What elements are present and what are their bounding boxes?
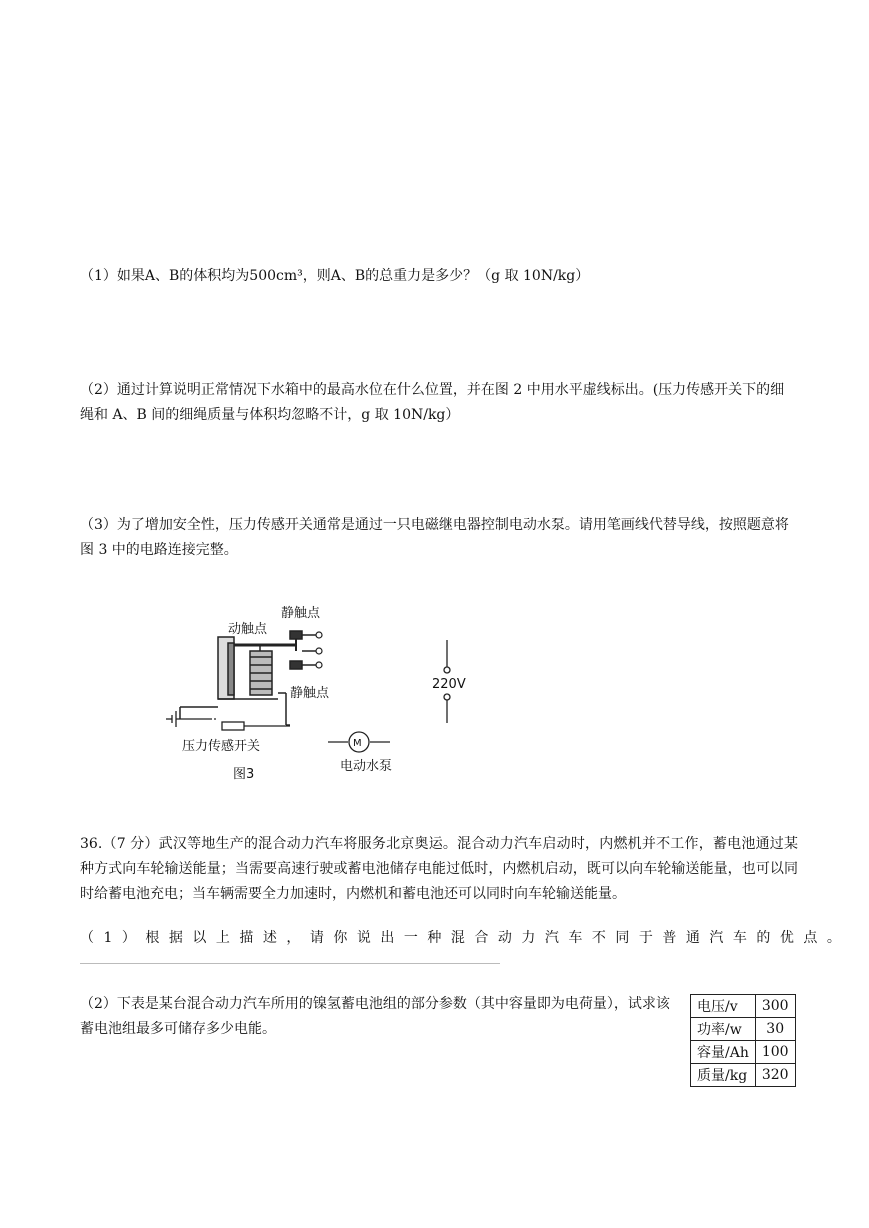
param-label: 质量/kg bbox=[691, 1064, 756, 1087]
param-label: 电压/v bbox=[691, 995, 756, 1018]
table-row bbox=[691, 1018, 796, 1041]
label-static-contact-top: 静触点 bbox=[281, 606, 321, 621]
contact-terminal-middle bbox=[316, 648, 322, 654]
param-label: 容量/Ah bbox=[691, 1041, 756, 1064]
contact-terminal-bottom bbox=[316, 662, 322, 668]
label-220v: 220V bbox=[432, 677, 466, 692]
label-moving-contact: 动触点 bbox=[228, 622, 268, 637]
question-36-part-2: （2）下表是某台混合动力汽车所用的镍氢蓄电池组的部分参数（其中容量即为电荷量），试求该蓄电池组最多可储存多少电能。 bbox=[80, 996, 670, 1037]
question-36-part-1: （1）根据以上描述，请你说出一种混合动力汽车不同于普通汽车的优点。 bbox=[80, 930, 851, 946]
param-label: 功率/w bbox=[691, 1018, 756, 1041]
question-3: （3）为了增加安全性，压力传感开关通常是通过一只电磁继电器控制电动水泵。请用笔画线代替导线，按照题意将图 3 中的电路连接完整。 bbox=[80, 517, 789, 558]
answer-line[interactable] bbox=[80, 963, 500, 964]
table-row bbox=[691, 995, 796, 1018]
figure-caption: 图3 bbox=[233, 767, 255, 782]
param-value: 320 bbox=[755, 1064, 795, 1087]
pressure-switch-circuit bbox=[166, 711, 290, 730]
param-value: 300 bbox=[755, 995, 795, 1018]
question-1: （1）如果A、B的体积均为500cm³，则A、B的总重力是多少？（g 取 10N/kg） bbox=[80, 268, 590, 284]
param-value: 100 bbox=[755, 1041, 795, 1064]
param-value: 30 bbox=[755, 1018, 795, 1041]
relay-diagram bbox=[180, 631, 316, 725]
figure-3-relay-circuit bbox=[160, 595, 500, 795]
contact-terminal-top bbox=[316, 632, 322, 638]
battery-parameters-table bbox=[690, 994, 796, 1087]
label-electric-pump: 电动水泵 bbox=[340, 759, 393, 774]
label-pressure-switch: 压力传感开关 bbox=[182, 739, 261, 754]
question-36-intro: 36.（7 分）武汉等地生产的混合动力汽车将服务北京奥运。混合动力汽车启动时，内燃机并不工作，蓄电池通过某种方式向车轮输送能量；当需要高速行驶或蓄电池储存电能过低时，内燃机启动，既可以向车轮输送能量，也可以同时给蓄电池充电；当车辆需要全力加速时，内燃机和蓄电池还可以同时向车轮输送能量。 bbox=[80, 836, 798, 902]
motor-symbol-m: M bbox=[353, 738, 362, 749]
question-2: （2）通过计算说明正常情况下水箱中的最高水位在什么位置，并在图 2 中用水平虚线标出。(压力传感开关下的细绳和 A、B 间的细绳质量与体积均忽略不计，g 取 10N/kg） bbox=[80, 382, 785, 423]
table-row bbox=[691, 1064, 796, 1087]
label-static-contact-bottom: 静触点 bbox=[290, 686, 330, 701]
table-row bbox=[691, 1041, 796, 1064]
